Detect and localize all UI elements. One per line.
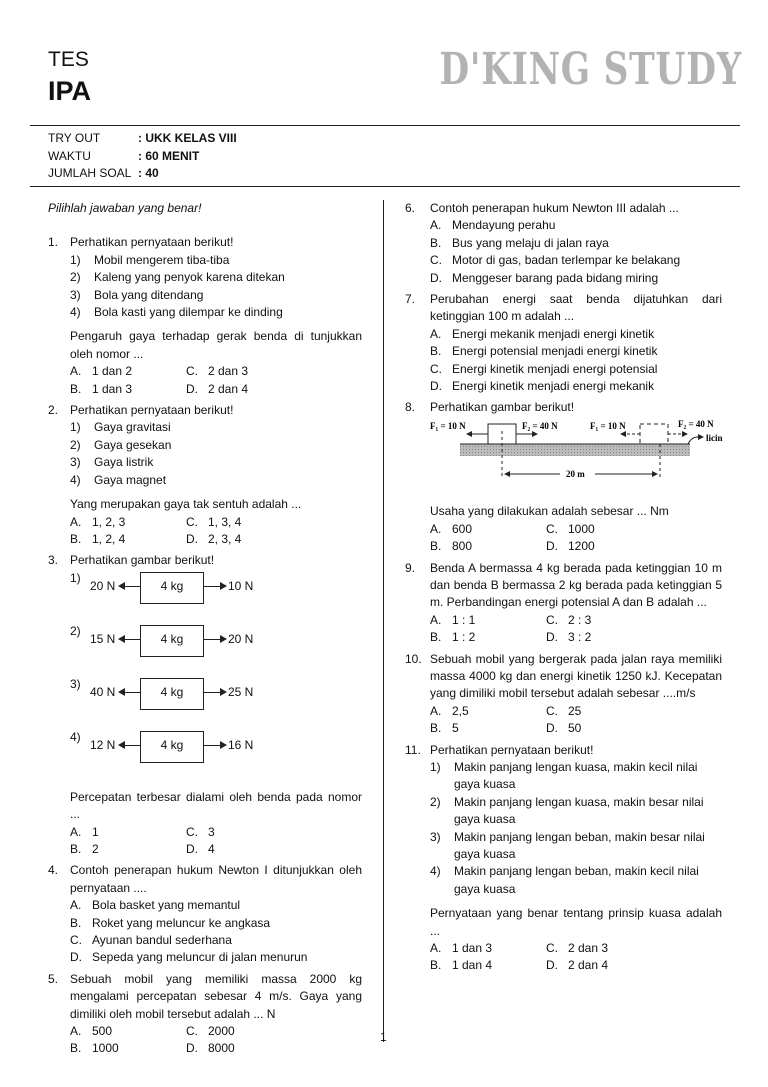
option-letter: B. <box>430 630 442 645</box>
option-letter: A. <box>430 612 442 627</box>
option-text: Energi mekanik menjadi energi kinetik <box>452 326 655 341</box>
answer-option[interactable] <box>186 1040 362 1057</box>
option-text: Menggeser barang pada bidang miring <box>452 270 659 285</box>
answer-option[interactable] <box>430 957 546 974</box>
statement-item <box>430 829 722 864</box>
option-letter: A. <box>70 1024 82 1038</box>
right-arrow-icon <box>203 745 225 746</box>
answer-option[interactable] <box>430 361 722 378</box>
right-force-label: 16 N <box>228 737 254 752</box>
statement-item <box>70 472 362 489</box>
statement-item <box>70 269 362 286</box>
option-text: 2, 3, 4 <box>208 531 242 546</box>
option-text: Energi potensial menjadi energi kinetik <box>452 344 658 359</box>
meta-value: : UKK KELAS VIII <box>138 131 237 145</box>
statement-number: 3) <box>70 287 81 302</box>
answer-option[interactable] <box>430 629 546 646</box>
ground <box>460 444 690 456</box>
option-text: 600 <box>452 521 473 536</box>
option-letter: D. <box>546 539 558 554</box>
meta-key: JUMLAH SOAL <box>48 166 132 180</box>
option-letter: D. <box>546 958 558 973</box>
option-letter: A. <box>430 326 442 341</box>
option-text: 500 <box>92 1024 113 1038</box>
answer-options <box>430 703 722 738</box>
question-number: 3. <box>48 553 59 568</box>
answer-option[interactable] <box>70 1023 186 1040</box>
answer-option[interactable] <box>430 235 722 252</box>
option-letter: C. <box>430 253 442 268</box>
meta-key: TRY OUT <box>48 131 101 145</box>
option-text: Mendayung perahu <box>452 218 556 233</box>
option-text: 2,5 <box>452 703 469 718</box>
question-number: 8. <box>405 400 416 415</box>
right-arrow-icon <box>203 639 225 640</box>
diagram-label: 4) <box>70 729 81 744</box>
question-number: 5. <box>48 971 59 986</box>
statement-text: Makin panjang lengan beban, makin kecil nilai gaya kuasa <box>454 864 699 896</box>
option-letter: A. <box>430 703 442 718</box>
left-force-label: 15 N <box>90 631 116 646</box>
statement-text: Mobil mengerem tiba-tiba <box>94 252 230 267</box>
answer-option[interactable] <box>70 381 186 398</box>
f2-label-start: F₂ = 40 N <box>522 420 558 431</box>
answer-option[interactable] <box>430 217 722 234</box>
statement-number: 4) <box>70 305 81 320</box>
force-diagram <box>70 570 362 623</box>
answer-options <box>70 1023 362 1058</box>
statement-item <box>70 419 362 436</box>
force-diagram <box>70 623 362 676</box>
option-letter: A. <box>70 898 82 913</box>
f1-label-start: F₁ = 10 N <box>430 420 466 431</box>
brand-logo: D'KING STUDY <box>439 44 742 95</box>
question-number: 6. <box>405 201 416 215</box>
option-text: 2 dan 4 <box>568 958 609 973</box>
surface-label: licin <box>706 432 723 443</box>
question <box>405 399 722 555</box>
statement-text: Gaya gravitasi <box>94 420 171 435</box>
f1-label-end: F₁ = 10 N <box>590 420 626 431</box>
statement-text: Bola yang ditendang <box>94 287 204 302</box>
right-arrow-icon <box>203 586 225 587</box>
left-arrow-icon <box>120 745 140 746</box>
option-text: 2 dan 3 <box>568 941 609 956</box>
option-text: 2 <box>92 841 99 856</box>
left-arrow-icon <box>120 586 140 587</box>
left-arrow-icon <box>120 692 140 693</box>
statement-text: Bola kasti yang dilempar ke dinding <box>94 305 283 320</box>
question <box>48 971 362 1058</box>
option-text: 1 <box>92 824 99 839</box>
option-text: 1 : 1 <box>452 612 476 627</box>
answer-option[interactable] <box>186 531 362 548</box>
left-force-label: 40 N <box>90 684 116 699</box>
force-diagram <box>70 729 362 782</box>
question-body <box>430 200 722 287</box>
statement-number: 1) <box>430 759 441 774</box>
statement-item <box>430 759 722 794</box>
option-letter: A. <box>430 521 442 536</box>
option-text: 2000 <box>208 1024 235 1038</box>
answer-option[interactable] <box>70 897 362 914</box>
answer-option[interactable] <box>70 824 186 841</box>
option-text: 2 : 3 <box>568 612 592 627</box>
option-letter: D. <box>70 950 82 965</box>
option-letter: B. <box>70 915 82 930</box>
option-text: 50 <box>568 721 582 736</box>
option-text: Sepeda yang meluncur di jalan menurun <box>92 950 308 965</box>
statement-number: 2) <box>430 794 441 809</box>
statement-item <box>430 794 722 829</box>
option-text: 1 dan 2 <box>92 364 133 379</box>
option-letter: B. <box>430 235 442 250</box>
answer-option[interactable] <box>430 521 546 538</box>
column-divider <box>383 200 384 1042</box>
question-number: 7. <box>405 292 416 307</box>
statement-number: 1) <box>70 420 81 435</box>
statement-item <box>70 454 362 471</box>
meta-row <box>48 148 237 166</box>
option-letter: A. <box>70 824 82 839</box>
meta-key: WAKTU <box>48 148 91 163</box>
block-end <box>640 424 668 444</box>
answer-option[interactable] <box>430 703 546 720</box>
header-rule-top <box>30 125 740 126</box>
question <box>48 862 362 966</box>
statement-item <box>70 304 362 321</box>
answer-option[interactable] <box>546 521 730 538</box>
question-prompt: Pengaruh gaya terhadap gerak benda di tunjukkan oleh nomor ... <box>70 329 362 361</box>
question-number: 2. <box>48 403 59 418</box>
option-text: Energi kinetik menjadi energi potensial <box>452 361 658 376</box>
statement-item <box>70 287 362 304</box>
option-letter: A. <box>430 941 442 956</box>
option-letter: B. <box>70 531 82 546</box>
answer-option[interactable] <box>430 612 546 629</box>
option-letter: B. <box>430 721 442 736</box>
option-text: 3 <box>208 824 215 839</box>
option-text: 1, 3, 4 <box>208 514 242 529</box>
statement-item <box>70 252 362 269</box>
question <box>405 742 722 975</box>
subject-title: IPA <box>48 76 92 106</box>
answer-option[interactable] <box>430 252 722 269</box>
answer-option[interactable] <box>70 932 362 949</box>
option-letter: C. <box>546 612 558 627</box>
answer-options <box>70 897 362 967</box>
doc-type: TES <box>48 48 89 71</box>
question-body <box>430 291 722 395</box>
answer-option[interactable] <box>186 841 362 858</box>
answer-option[interactable] <box>546 538 730 555</box>
answer-options <box>430 940 722 975</box>
option-letter: A. <box>70 514 82 529</box>
right-force-label: 10 N <box>228 578 254 593</box>
question-prompt: Percepatan terbesar dialami oleh benda pada nomor ... <box>70 789 362 822</box>
option-letter: B. <box>430 539 442 554</box>
option-letter: D. <box>430 270 442 285</box>
answer-option[interactable] <box>186 381 362 398</box>
diagram-label: 1) <box>70 570 81 585</box>
option-letter: D. <box>186 1041 198 1056</box>
answer-options <box>430 326 722 396</box>
option-letter: A. <box>430 218 442 233</box>
option-letter: C. <box>546 941 558 956</box>
meta-row <box>48 165 237 183</box>
option-letter: A. <box>70 364 82 379</box>
answer-option[interactable] <box>186 363 362 380</box>
answer-option[interactable] <box>70 1040 186 1057</box>
left-arrow-icon <box>120 639 140 640</box>
option-letter: D. <box>430 379 442 394</box>
right-arrow-icon <box>203 692 225 693</box>
question-prompt: Usaha yang dilakukan adalah sebesar ... Nm <box>430 504 669 519</box>
question-number: 11. <box>405 742 421 757</box>
option-letter: D. <box>546 630 558 645</box>
statement-number: 1) <box>70 252 81 267</box>
statement-text: Gaya magnet <box>94 472 167 487</box>
option-letter: B. <box>70 1041 82 1056</box>
option-letter: C. <box>186 1024 198 1038</box>
option-letter: D. <box>186 841 198 856</box>
mass-box: 4 kg <box>140 678 204 710</box>
question-body <box>430 399 730 555</box>
question-stem: Perhatikan pernyataan berikut! <box>430 742 594 757</box>
answer-option[interactable] <box>186 1023 362 1040</box>
question-number: 1. <box>48 235 59 250</box>
diagram-label: 2) <box>70 623 81 638</box>
option-text: 25 <box>568 703 582 718</box>
option-text: 8000 <box>208 1041 235 1056</box>
question-stem: Perhatikan gambar berikut! <box>70 553 215 568</box>
question-body <box>430 560 722 647</box>
answer-option[interactable] <box>430 720 546 737</box>
answer-option[interactable] <box>546 720 722 737</box>
statement-text: Makin panjang lengan beban, makin besar nilai gaya kuasa <box>454 829 705 861</box>
force-diagram <box>70 676 362 729</box>
f2-label-end: F₂ = 40 N <box>678 418 714 429</box>
question <box>48 402 362 548</box>
option-text: 2 dan 3 <box>208 364 249 379</box>
option-letter: D. <box>186 381 198 396</box>
option-letter: C. <box>186 824 198 839</box>
statement-text: Kaleng yang penyok karena ditekan <box>94 270 285 285</box>
answer-option[interactable] <box>70 531 186 548</box>
option-letter: B. <box>430 958 442 973</box>
answer-option[interactable] <box>186 514 362 531</box>
option-letter: B. <box>430 344 442 359</box>
option-letter: B. <box>70 381 82 396</box>
question-stem: Sebuah mobil yang bergerak pada jalan raya memiliki massa 4000 kg dan energi kinetik 1250 kJ. Kecepatan yang dimiliki mobil tersebut adalah sebesar ....m/s <box>430 651 722 701</box>
statement-number: 2) <box>70 270 81 285</box>
question-stem: Benda A bermassa 4 kg berada pada ketinggian 10 m dan benda B bermassa 2 kg berada pada ketinggian 5 m. Perbandingan energi potensial A dan B adalah ... <box>430 560 722 610</box>
left-column <box>48 200 362 1062</box>
question-body <box>70 552 362 858</box>
answer-options <box>430 612 722 647</box>
mass-box: 4 kg <box>140 731 204 763</box>
statement-item <box>430 863 722 898</box>
question <box>405 560 722 647</box>
option-text: Energi kinetik menjadi energi mekanik <box>452 379 655 394</box>
option-text: Roket yang meluncur ke angkasa <box>92 915 271 930</box>
right-column <box>405 200 722 979</box>
left-force-label: 12 N <box>90 737 116 752</box>
statement-number: 4) <box>430 864 441 879</box>
answer-options <box>70 363 362 398</box>
option-text: 1 dan 3 <box>452 941 493 956</box>
question-number: 10. <box>405 651 422 666</box>
question-stem: Perhatikan pernyataan berikut! <box>70 235 234 250</box>
question-stem: Contoh penerapan hukum Newton III adalah ... <box>430 201 679 215</box>
option-text: 1200 <box>568 539 595 554</box>
option-text: 3 : 2 <box>568 630 592 645</box>
answer-option[interactable] <box>546 940 722 957</box>
answer-option[interactable] <box>430 378 722 395</box>
statement-text: Gaya listrik <box>94 455 154 470</box>
answer-option[interactable] <box>430 343 722 360</box>
option-text: 1 dan 3 <box>92 381 133 396</box>
exam-meta <box>48 130 237 183</box>
statement-text: Gaya gesekan <box>94 437 172 452</box>
question-number: 9. <box>405 560 416 575</box>
right-force-label: 25 N <box>228 684 254 699</box>
meta-value: : 60 MENIT <box>138 148 200 163</box>
option-text: Motor di gas, badan terlempar ke belakang <box>452 253 681 268</box>
answer-options <box>70 514 362 549</box>
left-force-label: 20 N <box>90 578 116 593</box>
question <box>48 552 362 858</box>
meta-row <box>48 130 237 148</box>
option-letter: C. <box>186 364 198 379</box>
distance-label: 20 m <box>566 468 585 479</box>
answer-options <box>70 824 362 859</box>
answer-option[interactable] <box>546 703 722 720</box>
question-stem: Perubahan energi saat benda dijatuhkan dari ketinggian 100 m adalah ... <box>430 292 722 324</box>
statement-number: 4) <box>70 472 81 487</box>
answer-option[interactable] <box>430 940 546 957</box>
option-letter: C. <box>546 703 558 718</box>
answer-option[interactable] <box>70 514 186 531</box>
answer-option[interactable] <box>70 949 362 966</box>
diagram-label: 3) <box>70 676 81 691</box>
option-text: Bola basket yang memantul <box>92 898 241 913</box>
mass-box: 4 kg <box>140 572 204 604</box>
question <box>405 651 722 738</box>
answer-options <box>430 521 730 556</box>
option-letter: C. <box>70 932 82 947</box>
option-text: 4 <box>208 841 215 856</box>
answer-option[interactable] <box>546 957 722 974</box>
question-number: 4. <box>48 863 59 878</box>
answer-option[interactable] <box>546 612 722 629</box>
question <box>405 200 722 287</box>
option-text: 1, 2, 4 <box>92 531 126 546</box>
statement-text: Makin panjang lengan kuasa, makin kecil nilai gaya kuasa <box>454 759 698 792</box>
option-text: 1000 <box>92 1041 119 1056</box>
option-letter: C. <box>186 514 198 529</box>
meta-value: : 40 <box>138 166 159 180</box>
question <box>48 234 362 398</box>
instruction: Pilihlah jawaban yang benar! <box>48 201 202 215</box>
question-body <box>70 862 362 966</box>
answer-option[interactable] <box>430 270 722 287</box>
question-prompt: Yang merupakan gaya tak sentuh adalah ... <box>70 497 302 512</box>
question-stem: Sebuah mobil yang memiliki massa 2000 kg mengalami percepatan sebesar 4 m/s. Gaya yang dimiliki oleh mobil tersebut adalah ... N <box>70 971 362 1021</box>
option-text: Ayunan bandul sederhana <box>92 932 232 947</box>
option-letter: D. <box>546 721 558 736</box>
statement-text: Makin panjang lengan kuasa, makin besar nilai gaya kuasa <box>454 794 704 827</box>
question-stem: Perhatikan gambar berikut! <box>430 400 575 415</box>
option-text: 1 : 2 <box>452 630 476 645</box>
option-letter: C. <box>430 361 442 376</box>
answer-option[interactable] <box>70 841 186 858</box>
option-text: 1, 2, 3 <box>92 514 126 529</box>
page-number: 1 <box>380 1030 387 1044</box>
answer-option[interactable] <box>186 824 362 841</box>
statement-number: 2) <box>70 437 81 452</box>
answer-option[interactable] <box>546 629 722 646</box>
question-body <box>430 742 722 975</box>
option-text: 5 <box>452 721 459 736</box>
option-text: 1000 <box>568 521 595 536</box>
question-stem: Contoh penerapan hukum Newton I ditunjukkan oleh pernyataan .... <box>70 863 362 895</box>
header-rule-bottom <box>30 186 740 187</box>
statement-number: 3) <box>430 829 441 844</box>
statement-number: 3) <box>70 455 81 470</box>
answer-option[interactable] <box>430 326 722 343</box>
answer-options <box>430 217 722 287</box>
question-stem: Perhatikan pernyataan berikut! <box>70 403 234 418</box>
answer-option[interactable] <box>430 538 546 555</box>
work-diagram <box>430 419 730 485</box>
question-body <box>70 402 362 548</box>
answer-option[interactable] <box>70 915 362 932</box>
option-letter: D. <box>186 531 198 546</box>
option-text: 800 <box>452 539 473 554</box>
mass-box: 4 kg <box>140 625 204 657</box>
option-letter: C. <box>546 521 558 536</box>
question-body <box>70 971 362 1058</box>
option-letter: B. <box>70 841 82 856</box>
option-text: 2 dan 4 <box>208 381 249 396</box>
answer-option[interactable] <box>70 363 186 380</box>
question <box>405 291 722 395</box>
right-force-label: 20 N <box>228 631 254 646</box>
question-body <box>70 234 362 398</box>
option-text: Bus yang melaju di jalan raya <box>452 235 609 250</box>
question-body <box>430 651 722 738</box>
option-text: 1 dan 4 <box>452 958 493 973</box>
question-prompt: Pernyataan yang benar tentang prinsip kuasa adalah ... <box>430 906 722 938</box>
statement-item <box>70 437 362 454</box>
